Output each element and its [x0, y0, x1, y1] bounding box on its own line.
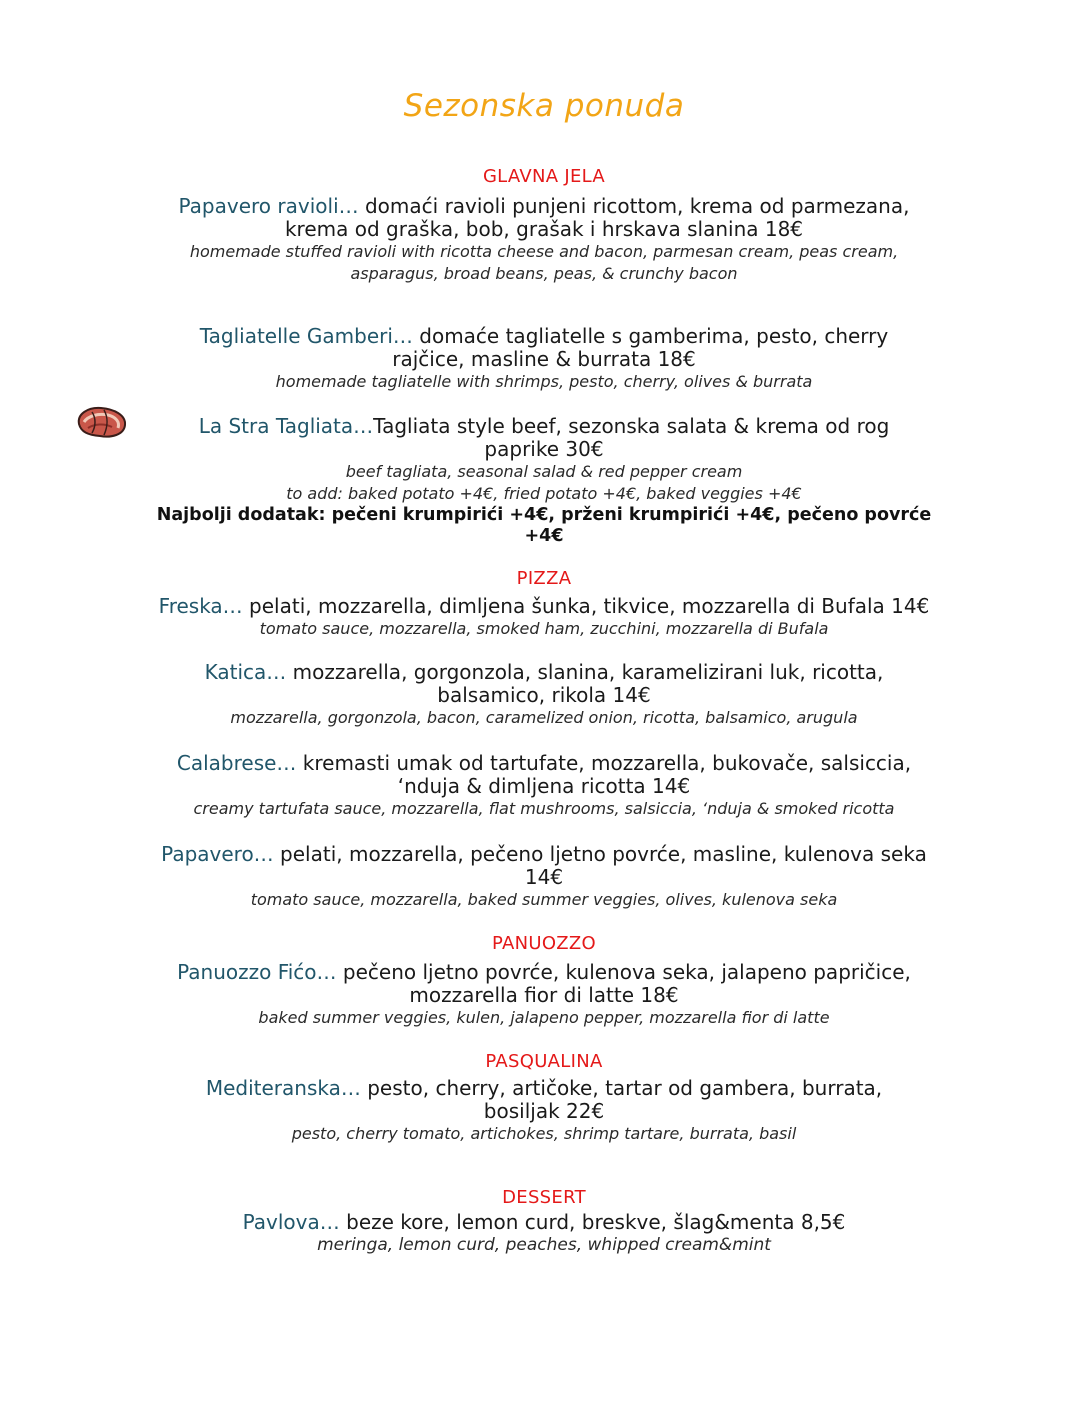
dish-name: Calabrese… [176, 751, 297, 775]
menu-item-freska [120, 595, 968, 640]
dish-description-cont: krema od graška, bob, grašak i hrskava slanina 18€ [284, 217, 804, 241]
dish-name: Mediteranska… [205, 1076, 361, 1100]
dish-translation: baked summer veggies, kulen, jalapeno pepper, mozzarella fior di latte [258, 1008, 830, 1027]
dish-line [120, 595, 968, 618]
category-heading-panuozzo: PANUOZZO [491, 933, 597, 954]
dish-description: domaći ravioli punjeni ricottom, krema od parmezana, [358, 194, 910, 218]
dish-name: La Stra Tagliata… [198, 414, 374, 438]
dish-description-cont: ‘nduja & dimljena ricotta 14€ [397, 774, 691, 798]
dish-addons-hr-cont: +4€ [524, 526, 564, 546]
dish-line [120, 325, 968, 348]
menu-item-papavero [120, 843, 968, 911]
dish-translation: beef tagliata, seasonal salad & red pepper cream [345, 462, 743, 481]
category-heading-pasqualina: PASQUALINA [485, 1051, 603, 1072]
dish-description-cont: balsamico, rikola 14€ [437, 683, 651, 707]
dish-description: pesto, cherry, artičoke, tartar od gambera, burrata, [360, 1076, 883, 1100]
menu-item-mediteranska [120, 1077, 968, 1145]
dish-translation: meringa, lemon curd, peaches, whipped cream&mint [317, 1235, 771, 1255]
dish-description: Tagliata style beef, sezonska salata & krema od rog [373, 414, 890, 438]
dish-name: Katica… [204, 660, 287, 684]
dish-line [120, 961, 968, 984]
dish-name: Papavero ravioli… [178, 194, 359, 218]
page-title: Sezonska ponuda [403, 88, 685, 124]
dish-translation: homemade tagliatelle with shrimps, pesto, cherry, olives & burrata [275, 372, 813, 391]
dish-addons-en: to add: baked potato +4€, fried potato +4€, baked veggies +4€ [286, 484, 802, 503]
dish-description-cont: rajčice, masline & burrata 18€ [392, 347, 696, 371]
dish-translation-cont: asparagus, broad beans, peas, & crunchy bacon [350, 264, 738, 283]
dish-description: beze kore, lemon curd, breskve, šlag&menta 8,5€ [339, 1210, 846, 1234]
category-heading-dessert: DESSERT [502, 1187, 586, 1208]
menu-item-panuozzo-fico [120, 961, 968, 1029]
menu-item-katica [120, 661, 968, 729]
dish-description: pelati, mozzarella, dimljena šunka, tikvice, mozzarella di Bufala 14€ [242, 594, 930, 618]
dish-description-cont: bosiljak 22€ [483, 1099, 605, 1123]
dish-translation: homemade stuffed ravioli with ricotta cheese and bacon, parmesan cream, peas cream, [189, 242, 899, 261]
dish-name: Panuozzo Fićo… [177, 960, 337, 984]
dish-name: Papavero… [161, 842, 274, 866]
dish-line [120, 661, 968, 684]
dish-description: kremasti umak od tartufate, mozzarella, bukovače, salsiccia, [296, 751, 912, 775]
dish-name: Pavlova… [242, 1210, 340, 1234]
dish-line [120, 1077, 968, 1100]
menu-item-papavero-ravioli [120, 195, 968, 285]
dish-translation: mozzarella, gorgonzola, bacon, caramelized onion, ricotta, balsamico, arugula [230, 708, 858, 727]
category-heading-glavna-jela: GLAVNA JELA [482, 166, 606, 187]
dish-line [120, 195, 968, 218]
dish-description: domaće tagliatelle s gamberima, pesto, cherry [412, 324, 889, 348]
category-heading-pizza: PIZZA [516, 568, 572, 589]
dish-translation: creamy tartufata sauce, mozzarella, flat mushrooms, salsiccia, ‘nduja & smoked ricotta [193, 799, 895, 818]
dish-line [120, 843, 968, 866]
dish-description-cont: 14€ [524, 865, 564, 889]
dish-translation: pesto, cherry tomato, artichokes, shrimp tartare, burrata, basil [291, 1124, 797, 1143]
dish-description: pečeno ljetno povrće, kulenova seka, jalapeno papričice, [336, 960, 911, 984]
menu-item-pavlova [120, 1211, 968, 1256]
menu-item-la-stra-tagliata [120, 415, 968, 547]
dish-translation: tomato sauce, mozzarella, baked summer veggies, olives, kulenova seka [250, 890, 838, 909]
dish-description: mozzarella, gorgonzola, slanina, karamelizirani luk, ricotta, [286, 660, 884, 684]
menu-item-calabrese [120, 752, 968, 820]
menu-item-tagliatelle-gamberi [120, 325, 968, 393]
dish-description: pelati, mozzarella, pečeno ljetno povrće, masline, kulenova seka [273, 842, 927, 866]
dish-description-cont: mozzarella fior di latte 18€ [409, 983, 679, 1007]
dish-description-cont: paprike 30€ [484, 437, 604, 461]
dish-name: Tagliatelle Gamberi… [199, 324, 413, 348]
dish-translation: tomato sauce, mozzarella, smoked ham, zucchini, mozzarella di Bufala [259, 619, 829, 638]
dish-line [120, 1211, 968, 1234]
dish-line [120, 752, 968, 775]
dish-line [120, 415, 968, 438]
dish-addons-hr: Najbolji dodatak: pečeni krumpirići +4€, prženi krumpirići +4€, pečeno povrće [156, 505, 932, 525]
dish-name: Freska… [158, 594, 243, 618]
